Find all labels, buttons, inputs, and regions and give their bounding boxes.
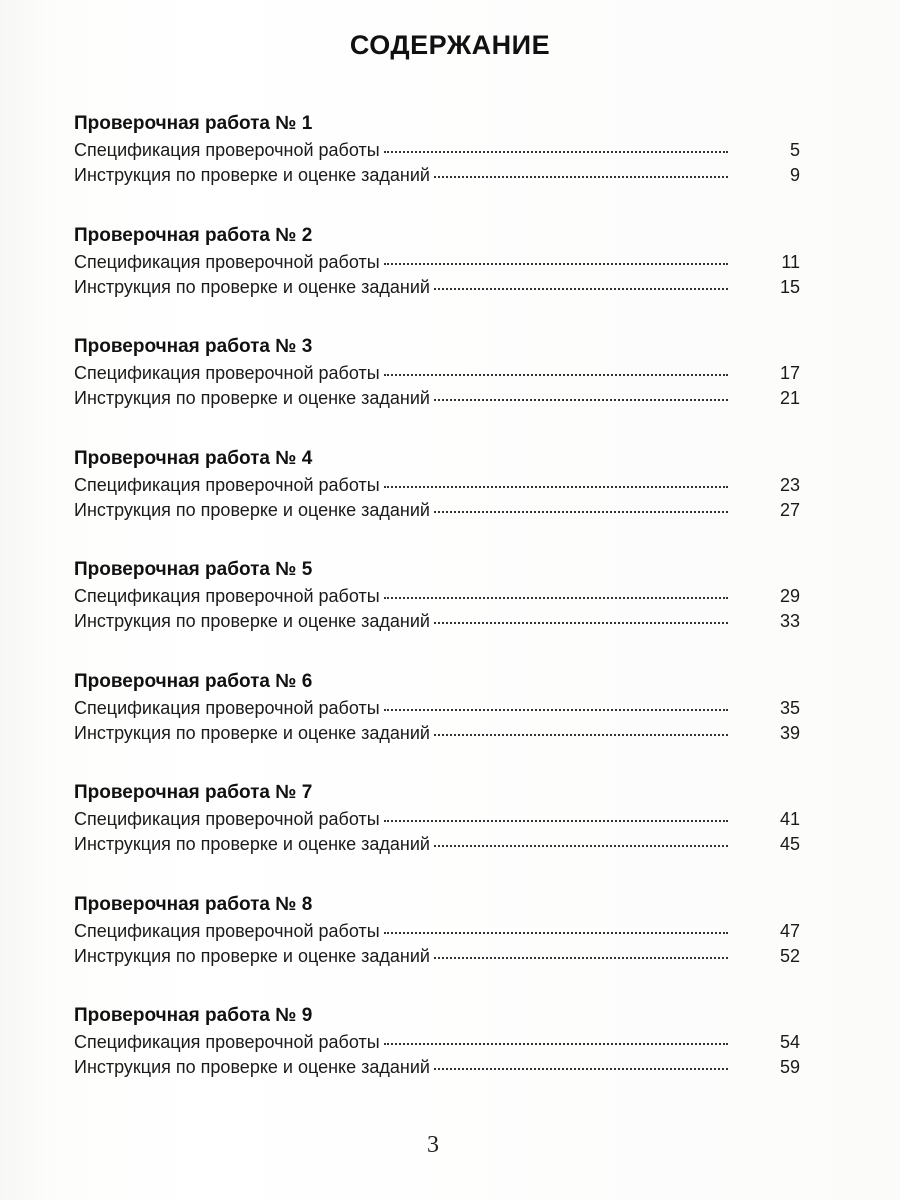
entry-page-number: 59 <box>779 1057 800 1077</box>
entry-page-number: 17 <box>779 363 800 383</box>
dot-leader <box>384 1043 728 1045</box>
toc-section-9 <box>74 1004 800 1116</box>
dot-leader <box>384 151 728 153</box>
toc-entry[interactable] <box>74 832 800 857</box>
toc-section-5 <box>74 558 800 670</box>
toc-entry[interactable] <box>74 163 800 188</box>
section-heading: Проверочная работа № 6 <box>74 670 313 692</box>
dot-leader <box>384 597 728 599</box>
entry-page-number: 29 <box>779 586 800 606</box>
toc-entry[interactable] <box>74 250 800 275</box>
entry-page-number: 41 <box>779 809 800 829</box>
entry-label: Инструкция по проверке и оценке заданий <box>74 499 430 520</box>
entry-label: Инструкция по проверке и оценке заданий <box>74 722 430 743</box>
entry-label: Инструкция по проверке и оценке заданий <box>74 611 430 631</box>
page-number: 3 <box>427 1132 439 1158</box>
entry-page-number: 45 <box>779 834 800 854</box>
dot-leader <box>434 399 728 401</box>
dot-leader <box>384 263 728 265</box>
toc-entry[interactable] <box>74 609 800 634</box>
dot-leader <box>384 486 728 488</box>
section-heading: Проверочная работа № 8 <box>74 893 313 915</box>
entry-label: Спецификация проверочной работы <box>74 140 380 160</box>
entry-label: Спецификация проверочной работы <box>74 251 380 272</box>
toc-section-3 <box>74 335 800 447</box>
dot-leader <box>434 622 728 624</box>
entry-label: Спецификация проверочной работы <box>74 1032 380 1052</box>
entry-label: Инструкция по проверке и оценке заданий <box>74 388 430 408</box>
toc-entry[interactable] <box>74 944 800 969</box>
toc-entry[interactable] <box>74 138 800 163</box>
entry-page-number: 5 <box>789 140 800 160</box>
toc-entry[interactable] <box>74 696 800 721</box>
entry-page-number: 21 <box>779 388 800 408</box>
section-heading: Проверочная работа № 4 <box>74 447 313 469</box>
entry-label: Спецификация проверочной работы <box>74 363 380 383</box>
toc-entry[interactable] <box>74 473 800 498</box>
entry-page-number: 15 <box>779 276 800 297</box>
entry-page-number: 35 <box>779 697 800 718</box>
entry-page-number: 54 <box>779 1032 800 1052</box>
entry-page-number: 39 <box>779 722 800 743</box>
toc-entry[interactable] <box>74 807 800 832</box>
entry-page-number: 9 <box>789 165 800 185</box>
toc-entry[interactable] <box>74 584 800 609</box>
section-heading: Проверочная работа № 9 <box>74 1005 313 1026</box>
section-heading: Проверочная работа № 3 <box>74 336 313 357</box>
toc-entry[interactable] <box>74 1055 800 1080</box>
table-of-contents <box>74 112 800 1116</box>
toc-section-4 <box>74 447 800 559</box>
dot-leader <box>434 511 728 513</box>
toc-section-8 <box>74 893 800 1005</box>
entry-page-number: 52 <box>779 945 800 966</box>
dot-leader <box>434 176 728 178</box>
toc-entry[interactable] <box>74 1030 800 1055</box>
dot-leader <box>434 288 728 290</box>
entry-label: Спецификация проверочной работы <box>74 697 380 718</box>
entry-label: Инструкция по проверке и оценке заданий <box>74 834 430 854</box>
entry-label: Спецификация проверочной работы <box>74 809 380 829</box>
section-heading: Проверочная работа № 7 <box>74 782 313 803</box>
dot-leader <box>434 1068 728 1070</box>
page-title: СОДЕРЖАНИЕ <box>349 30 551 60</box>
entry-page-number: 47 <box>779 920 800 941</box>
entry-label: Спецификация проверочной работы <box>74 920 380 941</box>
toc-section-7 <box>74 781 800 893</box>
entry-label: Спецификация проверочной работы <box>74 586 380 606</box>
toc-entry[interactable] <box>74 498 800 523</box>
dot-leader <box>434 957 728 959</box>
entry-page-number: 33 <box>779 611 800 631</box>
dot-leader <box>384 709 728 711</box>
entry-page-number: 23 <box>779 474 800 495</box>
toc-section-2 <box>74 224 800 336</box>
dot-leader <box>434 845 728 847</box>
toc-section-1 <box>74 112 800 224</box>
entry-label: Инструкция по проверке и оценке заданий <box>74 1057 430 1077</box>
toc-entry[interactable] <box>74 386 800 411</box>
entry-label: Инструкция по проверке и оценке заданий <box>74 165 430 185</box>
section-heading: Проверочная работа № 5 <box>74 559 313 580</box>
entry-page-number: 27 <box>779 499 800 520</box>
entry-label: Инструкция по проверке и оценке заданий <box>74 276 430 297</box>
section-heading: Проверочная работа № 1 <box>74 113 313 134</box>
dot-leader <box>384 932 728 934</box>
dot-leader <box>384 820 728 822</box>
toc-entry[interactable] <box>74 721 800 746</box>
dot-leader <box>384 374 728 376</box>
entry-label: Спецификация проверочной работы <box>74 474 380 495</box>
toc-entry[interactable] <box>74 361 800 386</box>
section-heading: Проверочная работа № 2 <box>74 224 313 246</box>
entry-label: Инструкция по проверке и оценке заданий <box>74 945 430 966</box>
toc-entry[interactable] <box>74 919 800 944</box>
entry-page-number: 11 <box>781 251 800 272</box>
toc-section-6 <box>74 670 800 782</box>
dot-leader <box>434 734 728 736</box>
toc-entry[interactable] <box>74 275 800 300</box>
